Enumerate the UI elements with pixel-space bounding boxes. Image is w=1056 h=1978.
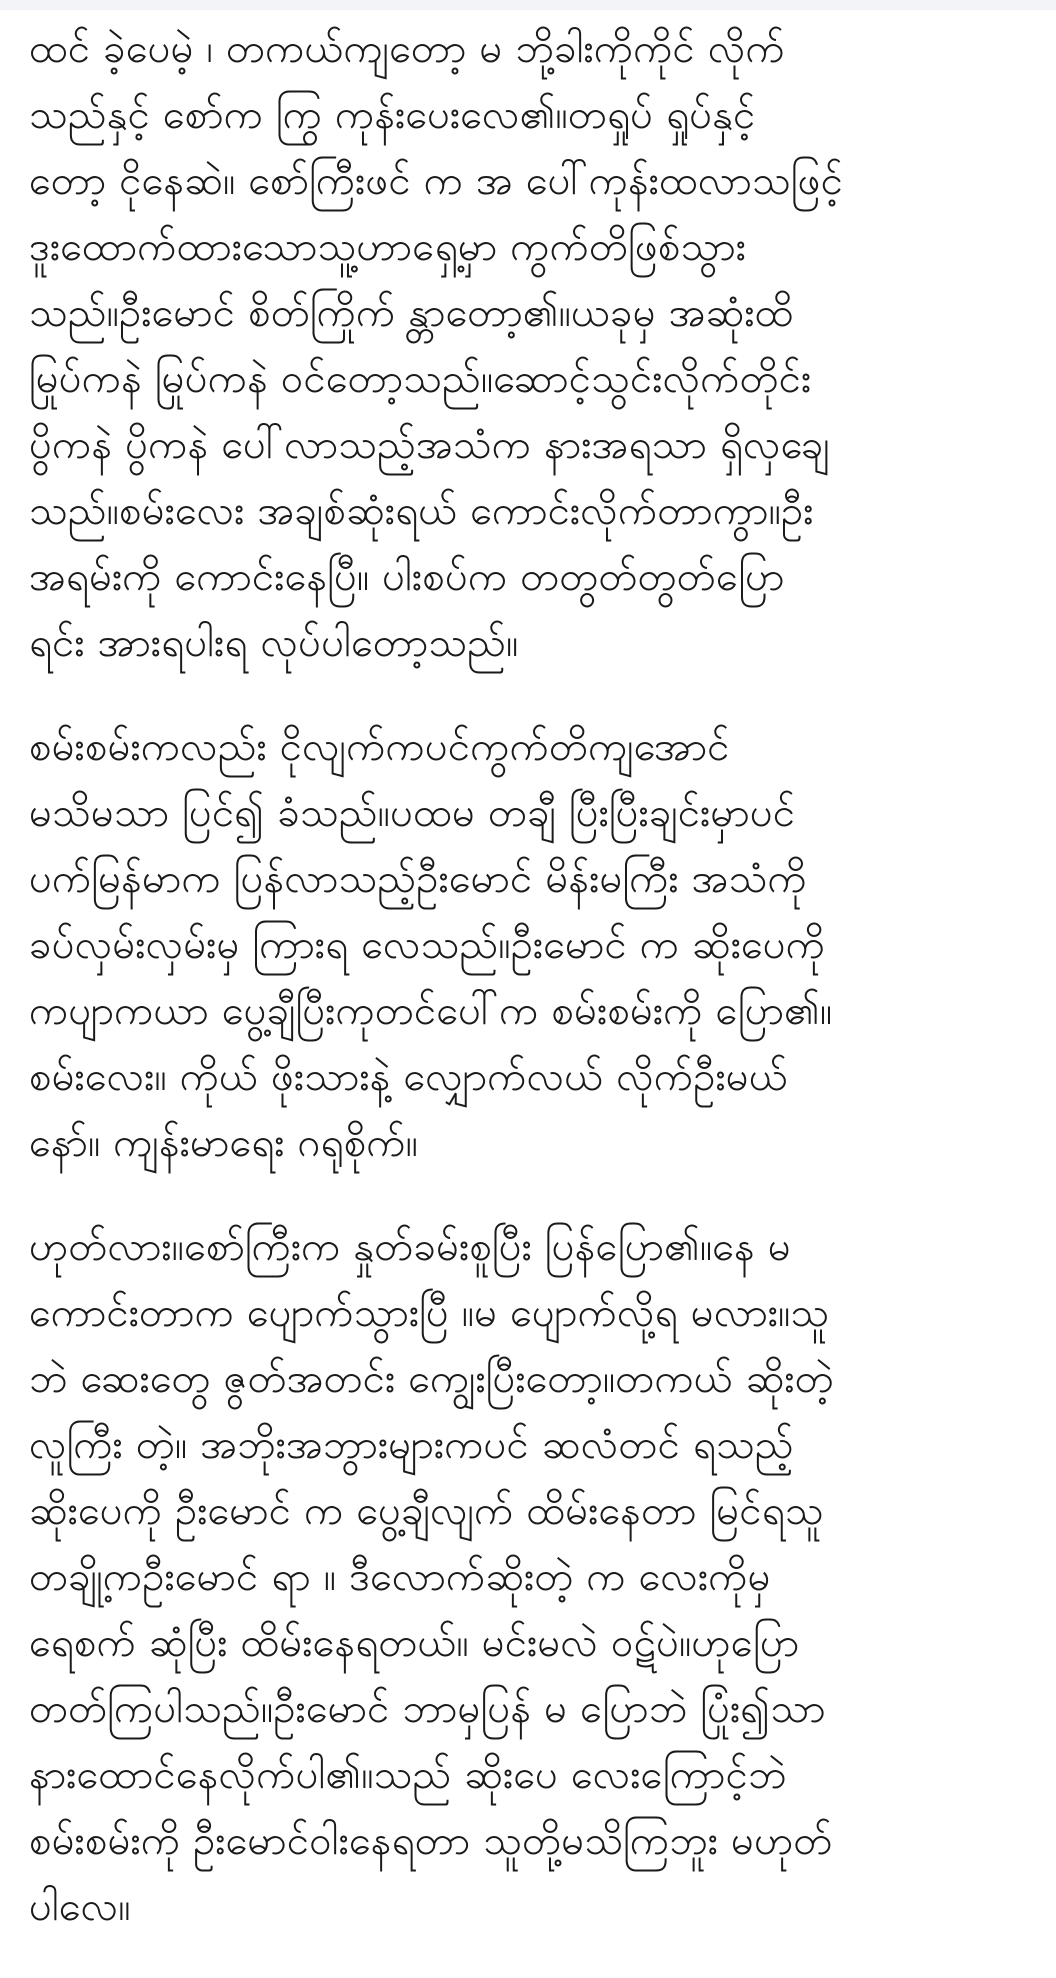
- text-line: ကောင်းတာက ပျောက်သွားပြီ ။မ ပျောက်လို့ရ မလား။သူ: [29, 1290, 830, 1336]
- text-line: ရေစက် ဆုံပြီး ထိမ်းနေရတယ်။ မင်းမလဲ ဝဋ်ပဲ။ဟုပြော: [29, 1620, 800, 1666]
- text-line: ဘဲ ဆေးတွေ ဇွတ်အတင်း ကျွေးပြီးတော့။တကယ် ဆိုးတဲ့: [29, 1356, 834, 1402]
- text-line: ကပျာကယာ ပွေ့ချီပြီးကုတင်ပေါ်က စမ်းစမ်းကို ပြော၏။: [29, 988, 833, 1034]
- text-line: ခပ်လှမ်းလှမ်းမှ ကြားရ လေသည်။ဦးမောင် က ဆိုးပေကို: [29, 922, 826, 968]
- text-line: အရမ်းကို ကောင်းနေပြီ။ ပါးစပ်က တတွတ်တွတ်ပြော: [29, 554, 785, 600]
- text-line: လူကြီး တဲ့။ အဘိုးအဘွားများကပင် ဆလံတင် ရသည့်: [29, 1422, 794, 1468]
- text-line: စမ်းလေး။ ကိုယ် ဖိုးသားနဲ့ လျှောက်လယ် လိုက်ဦးမယ်: [29, 1054, 788, 1100]
- text-line: ဟုတ်လား။စော်ကြီးက နှုတ်ခမ်းစူပြီး ပြန်ပြော၏။နေ မ: [29, 1224, 791, 1270]
- text-line: ပါလေ။: [29, 1884, 131, 1930]
- text-line: သည်။ဦးမောင် စိတ်ကြိုက် န္တာတော့၏။ယခုမှ အဆုံးထိ: [29, 290, 794, 336]
- text-line: ရင်း အားရပါးရ လုပ်ပါတော့သည်။: [29, 620, 519, 666]
- text-line: စမ်းစမ်းကို ဦးမောင်ဝါးနေရတာ သူတို့မသိကြဘူး မဟုတ်: [29, 1818, 833, 1864]
- text-line: နော်။ ကျန်းမာရေး ဂရုစိုက်။: [29, 1120, 419, 1166]
- article-body: [29, 16, 1029, 1978]
- text-line: သည်နှင့် စော်က ကြွ ကုန်းပေးလေ၏။တရှုပ် ရှုပ်နှင့်: [29, 92, 756, 138]
- text-line: တတ်ကြပါသည်။ဦးမောင် ဘာမှပြန် မ ပြောဘဲ ပြုံး၍သာ: [29, 1686, 826, 1732]
- paragraph-2: [29, 714, 1029, 1176]
- text-line: ပက်မြန်မာက ပြန်လာသည့်ဦးမောင် မိန်းမကြီး အသံကို: [29, 856, 807, 902]
- text-line: တချို့ကဦးမောင် ရာ ။ ဒီလောက်ဆိုးတဲ့ က လေးကိုမှ: [29, 1554, 771, 1600]
- text-line: ထင် ခဲ့ပေမဲ့ ၊ တကယ်ကျတော့ မ ဘို့ခါးကိုကိုင် လိုက်: [29, 26, 785, 72]
- paragraph-1: [29, 16, 1029, 676]
- text-line: မြုပ်ကနဲ မြုပ်ကနဲ ဝင်တော့သည်။ဆောင့်သွင်းလိုက်တိုင်း: [29, 356, 812, 402]
- text-line: ဆိုးပေကို ဦးမောင် က ပွေ့ချီလျက် ထိမ်းနေတာ မြင်ရသူ: [29, 1488, 824, 1534]
- text-line: ဒူးထောက်ထားသောသူ့ဟာရှေ့မှာ ကွက်တိဖြစ်သွား: [29, 224, 747, 270]
- text-line: တော့ ငိုနေဆဲ။ စော်ကြီးဖင် က အ ပေါ်ကုန်းထလာသဖြင့်: [29, 158, 844, 204]
- text-line: စမ်းစမ်းကလည်း ငိုလျက်ကပင်ကွက်တိကျအောင်: [29, 724, 730, 770]
- text-line: မသိမသာ ပြင်၍ ခံသည်။ပထမ တချီ ပြီးပြီးချင်းမှာပင်: [29, 790, 796, 836]
- text-line: ပွိကနဲ ပွိကနဲ ပေါ်လာသည့်အသံက နားအရသာ ရှိလှချေ: [29, 422, 830, 468]
- top-edge-strip: [0, 0, 1056, 10]
- paragraph-3: [29, 1214, 1029, 1940]
- text-line: နားထောင်နေလိုက်ပါ၏။သည် ဆိုးပေ လေးကြောင့်ဘဲ: [29, 1752, 787, 1798]
- text-line: သည်။စမ်းလေး အချစ်ဆုံးရယ် ကောင်းလိုက်တာကွာ။ဦး: [29, 488, 814, 534]
